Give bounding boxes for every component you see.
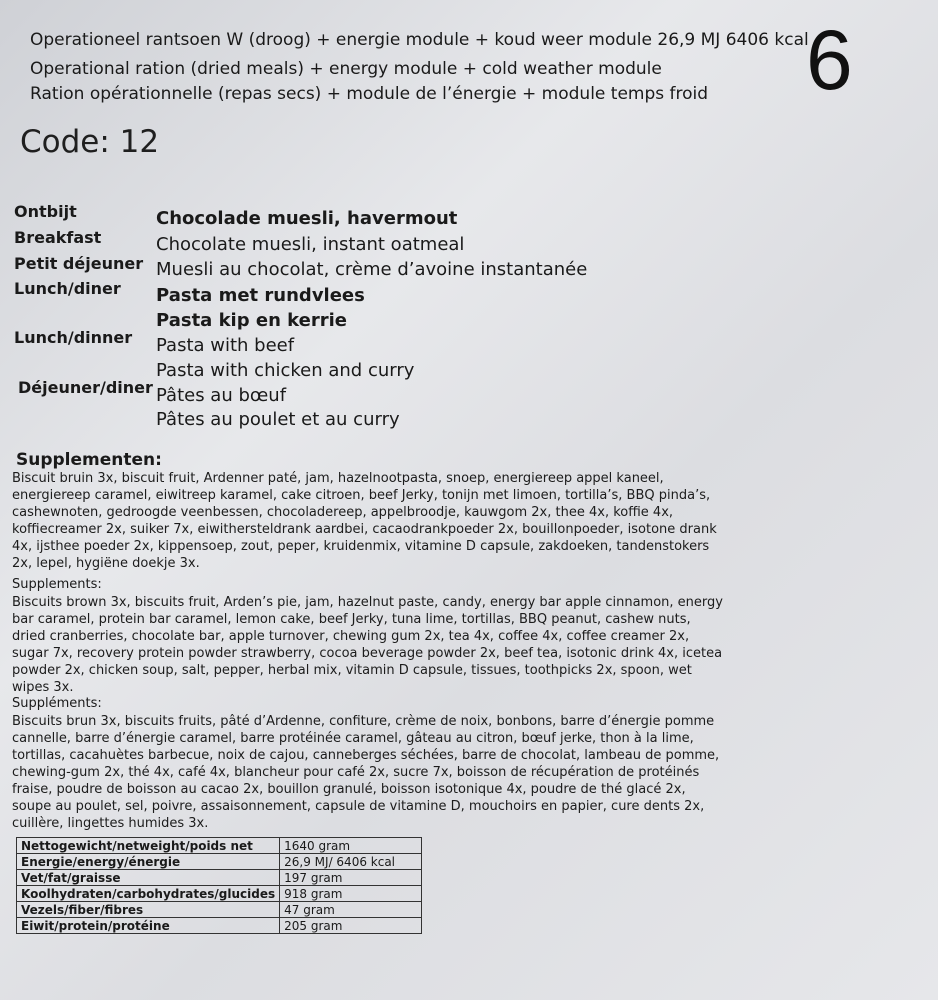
table-row — [17, 886, 422, 902]
nutrition-label: Eiwit/protein/protéine — [17, 918, 280, 934]
supplements-heading-nl: Supplementen: — [16, 450, 162, 470]
nutrition-table — [16, 837, 422, 934]
supplements-text-fr: Biscuits brun 3x, biscuits fruits, pâté d’Ardenne, confiture, crème de noix, bonbons, barre d’énergie pomme cannelle, barre d’énergie caramel, barre protéinée caramel, gâteau au citron, bœuf jerke, thon à la lime, tortillas, cacahuètes barbecue, noix de cajou, canneberges séchées, barre de chocolat, lambeau de pomme, chewing-gum 2x, thé 4x, café 4x, blancheur pour café 2x, sucre 7x, boisson de récupération de protéinés fraise, poudre de boisson au cacao 2x, bouillon granulé, boisson isotonique 4x, poudre de thé glacé 2x, soupe au poulet, sel, poivre, assaisonnement, capsule de vitamine D, mouchoirs en papier, cure dents 2x, cuillère, lingettes humides 3x. — [12, 714, 720, 831]
nutrition-value: 1640 gram — [280, 838, 422, 854]
breakfast-item-nl: Chocolade muesli, havermout — [156, 208, 458, 229]
menu-number: 6 — [806, 13, 853, 107]
title-french: Ration opérationnelle (repas secs) + module de l’énergie + module temps froid — [30, 84, 709, 104]
supplements-text-nl: Biscuit bruin 3x, biscuit fruit, Ardenner paté, jam, hazelnootpasta, snoep, energiereep appel kaneel, energiereep caramel, eiwitreep karamel, cake citroen, beef Jerky, tonijn met limoen, tortilla’s, BBQ pinda’s, cashewnoten, gedroogde veenbessen, chocoladereep, appelbroodje, kauwgom 2x, thee 4x, koffie 4x, koffiecreamer 2x, suiker 7x, eiwithersteldrank aardbei, cacaodrankpoeder 2x, bouillonpoeder, isotone drank 4x, ijsthee poeder 2x, kippensoep, zout, peper, kruidenmix, vitamine D capsule, zakdoeken, tandenstokers 2x, lepel, hygiëne doekje 3x. — [12, 471, 717, 571]
supplements-heading-en: Supplements: — [12, 577, 102, 592]
lunch-label-nl: Lunch/diner — [14, 279, 121, 298]
table-row — [17, 870, 422, 886]
lunch-label-en: Lunch/dinner — [14, 328, 133, 347]
nutrition-label: Vezels/fiber/fibres — [17, 902, 280, 918]
breakfast-label-nl: Ontbijt — [14, 202, 77, 221]
supplements-heading-fr: Suppléments: — [12, 696, 102, 711]
nutrition-value: 205 gram — [280, 918, 422, 934]
code-label: Code: 12 — [20, 124, 160, 160]
nutrition-value: 47 gram — [280, 902, 422, 918]
title-english: Operational ration (dried meals) + energy module + cold weather module — [30, 59, 662, 79]
nutrition-label: Energie/energy/énergie — [17, 854, 280, 870]
table-row — [17, 902, 422, 918]
lunch-item-nl-1: Pasta met rundvlees — [156, 285, 365, 306]
breakfast-label-fr: Petit déjeuner — [14, 254, 144, 273]
nutrition-value: 197 gram — [280, 870, 422, 886]
table-row — [17, 918, 422, 934]
lunch-item-nl-2: Pasta kip en kerrie — [156, 310, 347, 331]
nutrition-value: 918 gram — [280, 886, 422, 902]
table-row — [17, 838, 422, 854]
nutrition-label: Koolhydraten/carbohydrates/glucides — [17, 886, 280, 902]
lunch-item-fr-1: Pâtes au bœuf — [156, 385, 287, 406]
nutrition-label: Nettogewicht/netweight/poids net — [17, 838, 280, 854]
nutrition-value: 26,9 MJ/ 6406 kcal — [280, 854, 422, 870]
supplements-text-en: Biscuits brown 3x, biscuits fruit, Arden’s pie, jam, hazelnut paste, candy, energy bar apple cinnamon, energy bar caramel, protein bar caramel, lemon cake, beef Jerky, tuna lime, tortillas, BBQ peanut, cashew nuts, dried cranberries, chocolate bar, apple turnover, chewing gum 2x, tea 4x, coffee 4x, coffee creamer 2x, sugar 7x, recovery protein powder strawberry, cocoa beverage powder 2x, beef tea, isotonic drink 4x, icetea powder 2x, chicken soup, salt, pepper, herbal mix, vitamin D capsule, tissues, toothpicks 2x, spoon, wet wipes 3x. — [12, 595, 723, 695]
breakfast-label-en: Breakfast — [14, 228, 102, 247]
nutrition-label: Vet/fat/graisse — [17, 870, 280, 886]
lunch-label-fr: Déjeuner/diner — [18, 378, 153, 397]
table-row — [17, 854, 422, 870]
lunch-item-en-1: Pasta with beef — [156, 335, 295, 356]
lunch-item-fr-2: Pâtes au poulet et au curry — [156, 409, 400, 430]
breakfast-item-fr: Muesli au chocolat, crème d’avoine instantanée — [156, 259, 588, 280]
lunch-item-en-2: Pasta with chicken and curry — [156, 360, 415, 381]
breakfast-item-en: Chocolate muesli, instant oatmeal — [156, 234, 465, 255]
title-dutch: Operationeel rantsoen W (droog) + energie module + koud weer module 26,9 MJ 6406 kcal — [30, 30, 809, 50]
